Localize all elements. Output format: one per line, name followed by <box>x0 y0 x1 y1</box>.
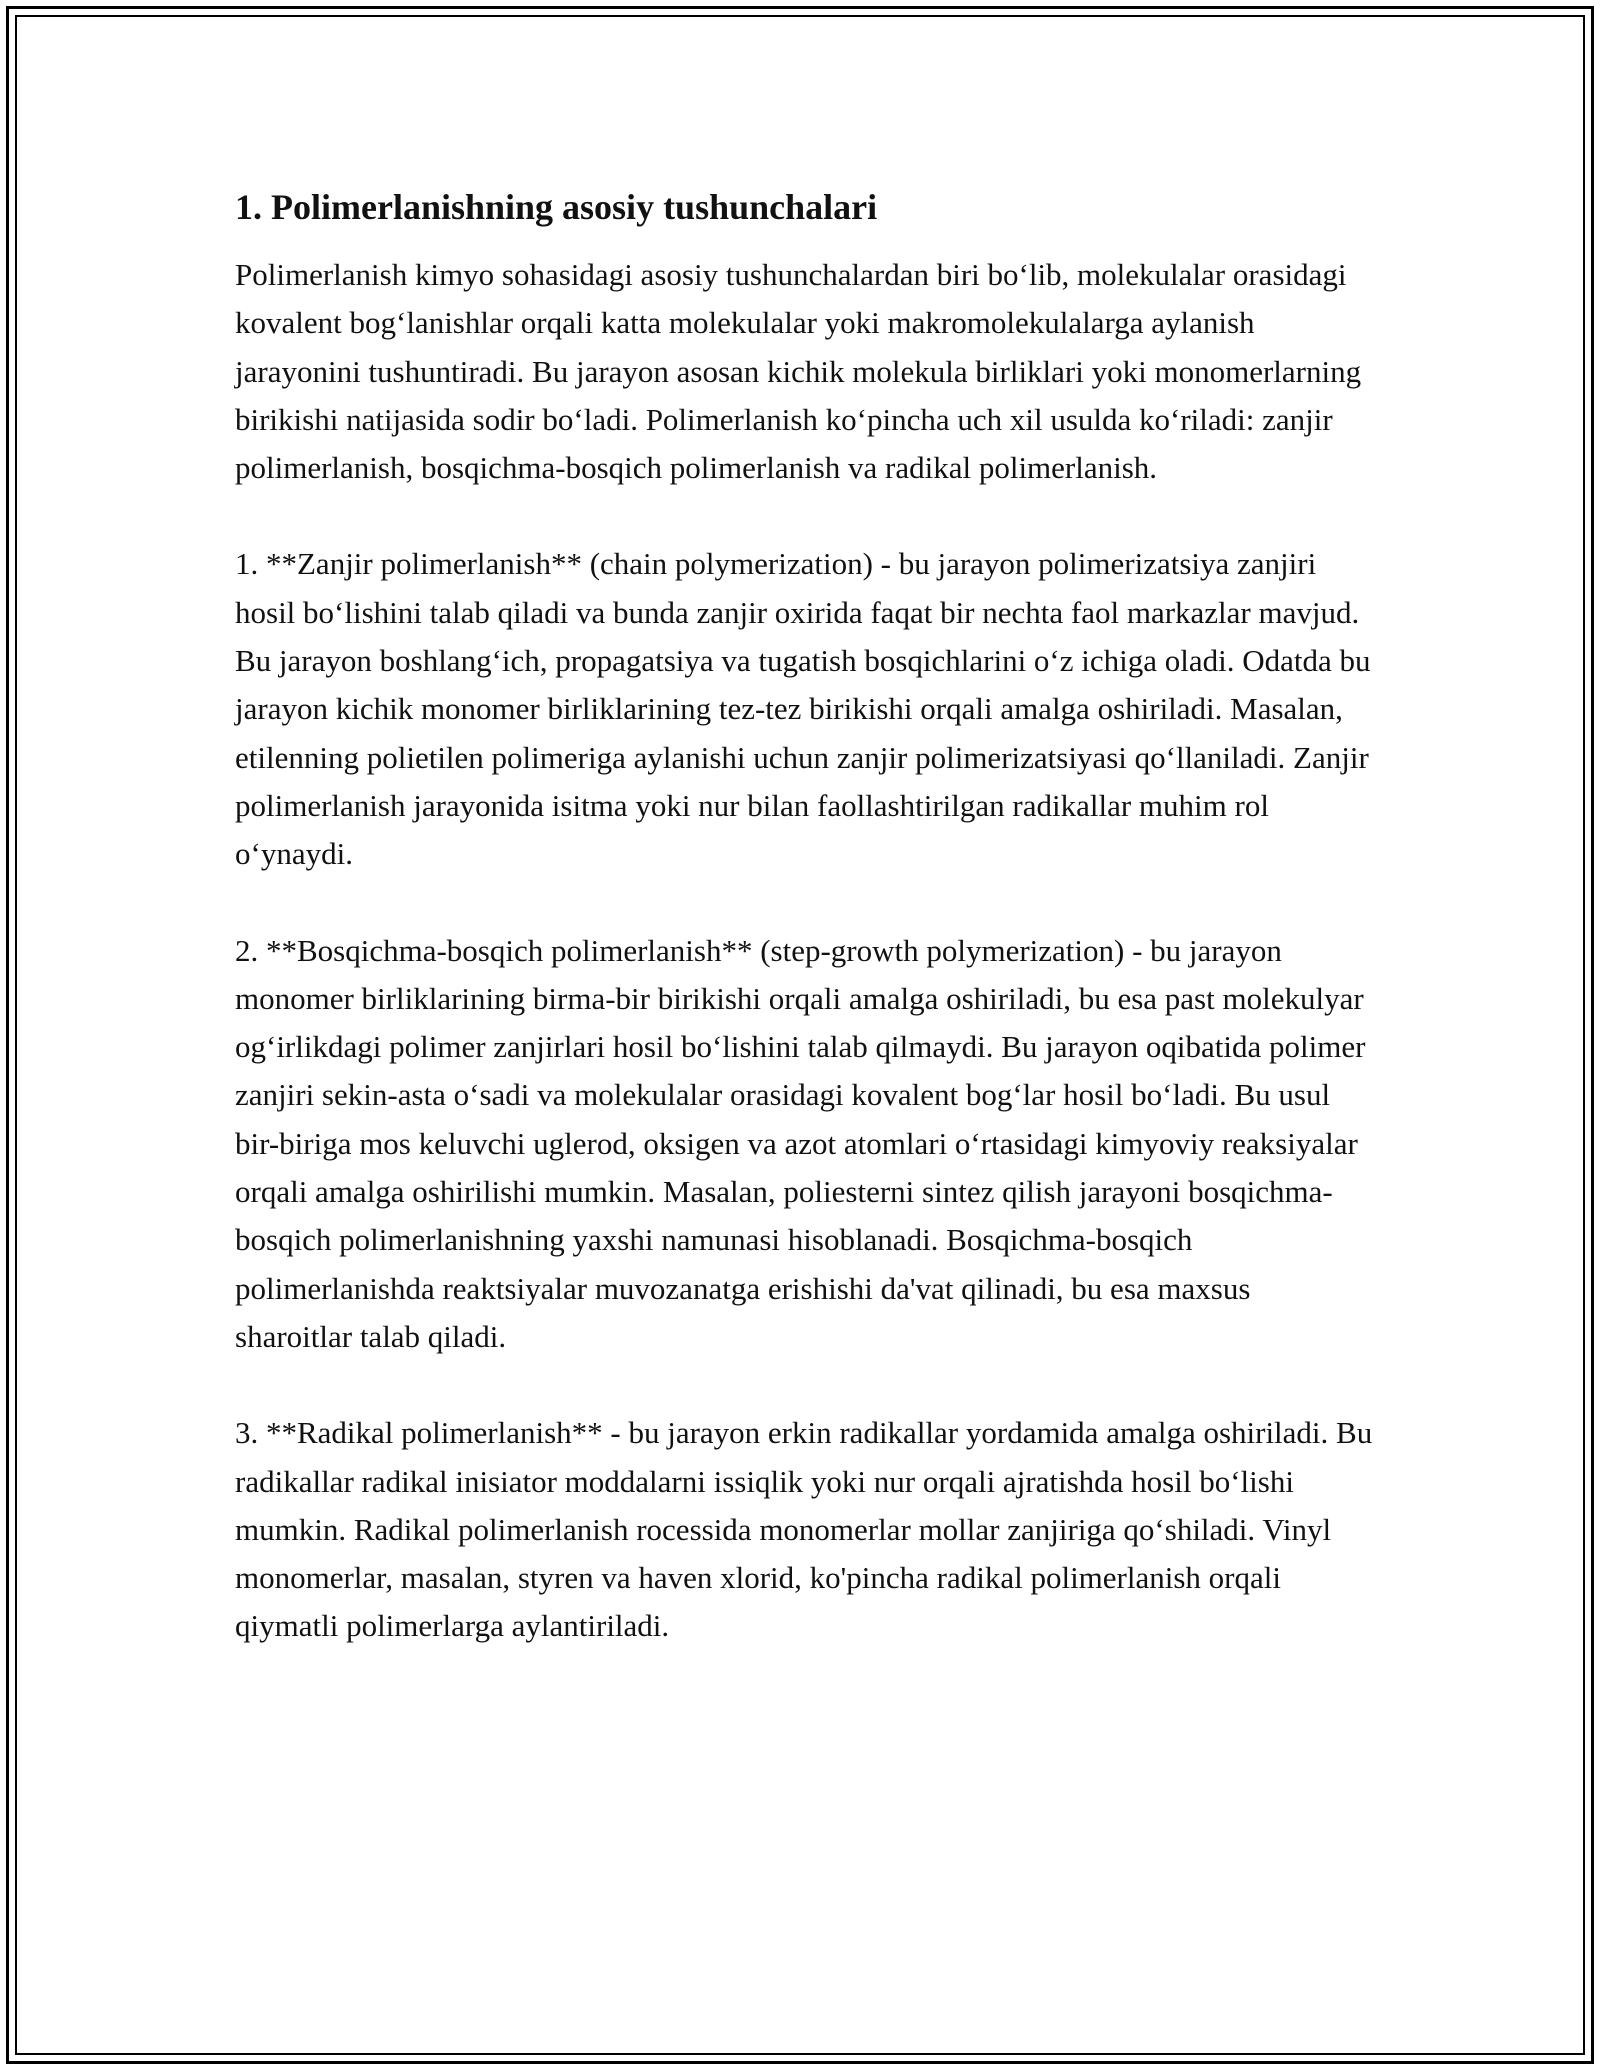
paragraph-intro: Polimerlanish kimyo sohasidagi asosiy tushunchalardan biri bo‘lib, molekulalar orasidagi kovalent bog‘lanishlar orqali katta molekulalar yoki makromolekulalarga aylanish jarayonini tushuntiradi. Bu jarayon asosan kichik molekula birliklari yoki monomerlarning birikishi natijasida sodir bo‘ladi. Polimerlanish ko‘pincha uch xil usulda ko‘riladi: zanjir polimerlanish, bosqichma-bosqich polimerlanish va radikal polimerlanish. <box>235 257 1362 486</box>
paragraph-radical-polymerization: 3. **Radikal polimerlanish** - bu jarayon erkin radikallar yordamida amalga oshiriladi. Bu radikallar radikal inisiator moddalarni issiqlik yoki nur orqali ajratishda hosil bo‘lishi mumkin. Radikal polimerlanish rocessida monomerlar mollar zanjiriga qo‘shiladi. Vinyl monomerlar, masalan, styren va haven xlorid, ko'pincha radikal polimerlanish orqali qiymatli polimerlarga aylantiriladi. <box>235 1415 1373 1644</box>
paragraph-step-growth-polymerization: 2. **Bosqichma-bosqich polimerlanish** (step-growth polymerization) - bu jarayon monomer birliklarining birma-bir birikishi orqali amalga oshiriladi, bu esa past molekulyar og‘irlikdagi polimer zanjirlari hosil bo‘lishini talab qilmaydi. Bu jarayon oqibatida polimer zanjiri sekin-asta o‘sadi va molekulalar orasidagi kovalent bog‘lar hosil bo‘ladi. Bu usul bir-biriga mos keluvchi uglerod, oksigen va azot atomlari o‘rtasidagi kimyoviy reaksiyalar orqali amalga oshirilishi mumkin. Masalan, poliesterni sintez qilish jarayoni bosqichma-bosqich polimerlanishning yaxshi namunasi hisoblanadi. Bosqichma-bosqich polimerlanishda reaktsiyalar muvozanatga erishishi da'vat qilinadi, bu esa maxsus sharoitlar talab qiladi. <box>235 932 1366 1354</box>
paragraph-chain-polymerization: 1. **Zanjir polimerlanish** (chain polymerization) - bu jarayon polimerizatsiya zanjiri hosil bo‘lishini talab qiladi va bunda zanjir oxirida faqat bir nechta faol markazlar mavjud. Bu jarayon boshlang‘ich, propagatsiya va tugatish bosqichlarini o‘z ichiga oladi. Odatda bu jarayon kichik monomer birliklarining tez-tez birikishi orqali amalga oshiriladi. Masalan, etilenning polietilen polimeriga aylanishi uchun zanjir polimerizatsiyasi qo‘llaniladi. Zanjir polimerlanish jarayonida isitma yoki nur bilan faollashtirilgan radikallar muhim rol o‘ynaydi. <box>235 546 1371 872</box>
document-title: 1. Polimerlanishning asosiy tushunchalari <box>235 187 878 227</box>
document-body <box>235 183 1375 1699</box>
